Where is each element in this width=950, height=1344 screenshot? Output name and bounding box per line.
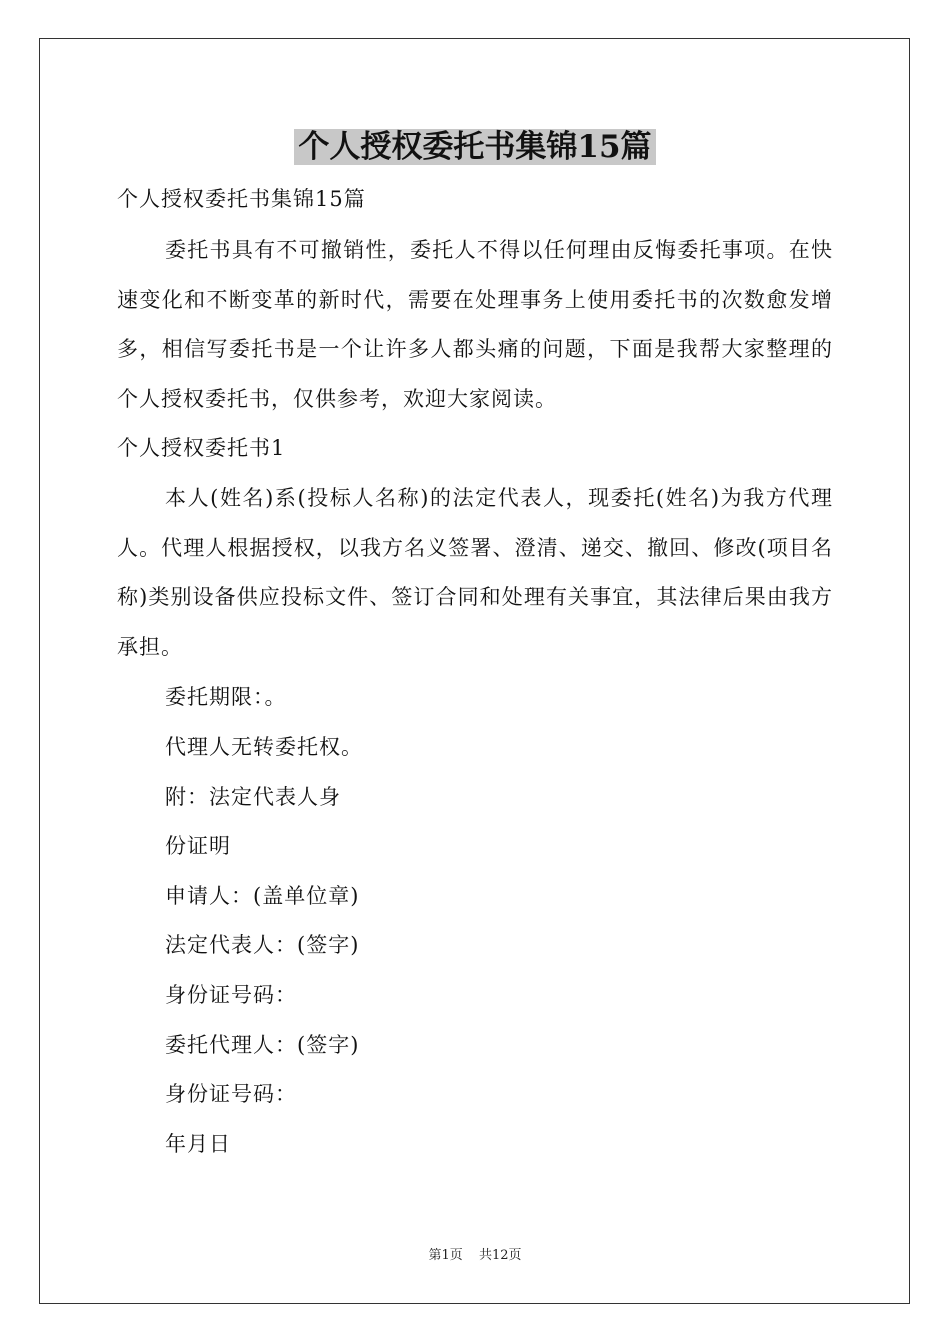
page-total: 共12页: [478, 1248, 522, 1263]
attachment-line-cont: 份证明: [165, 834, 231, 858]
section-body-paragraph: 本人(姓名)系(投标人名称)的法定代表人，现委托(姓名)为我方代理人。代理人根据授权，以我方名义签署、澄清、递交、撤回、修改(项目名称)类别设备供应投标文件、签订合同和处理有关事宜，其法律后果由我方承担。: [117, 486, 833, 659]
page-number: 第1页: [428, 1248, 463, 1263]
agent-signature-line: 委托代理人：(签字): [165, 1033, 360, 1057]
page-footer: [0, 1247, 950, 1265]
intro-paragraph: 委托书具有不可撤销性，委托人不得以任何理由反悔委托事项。在快速变化和不断变革的新时代，需要在处理事务上使用委托书的次数愈发增多，相信写委托书是一个让许多人都头痛的问题，下面是我帮大家整理的个人授权委托书，仅供参考，欢迎大家阅读。: [117, 238, 833, 411]
agent-id-number-line: 身份证号码：: [165, 1082, 297, 1106]
date-line: 年月日: [165, 1132, 231, 1156]
document-subtitle: 个人授权委托书集锦15篇: [117, 187, 366, 211]
term-line: 委托期限：。: [165, 685, 287, 709]
legal-rep-signature-line: 法定代表人：(签字): [165, 933, 360, 957]
document-title: [0, 122, 950, 172]
attachment-line: 附：法定代表人身: [165, 785, 341, 809]
id-number-line: 身份证号码：: [165, 983, 297, 1007]
applicant-line: 申请人：(盖单位章): [165, 884, 360, 908]
section-heading: 个人授权委托书1: [117, 436, 286, 460]
no-subdelegation-line: 代理人无转委托权。: [165, 735, 363, 759]
document-title-text: 个人授权委托书集锦15篇: [294, 129, 655, 165]
